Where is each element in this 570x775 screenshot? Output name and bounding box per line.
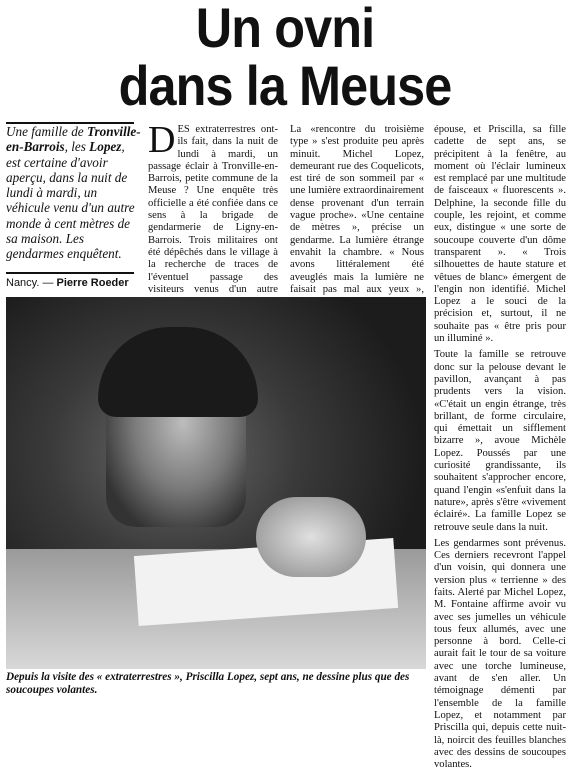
photo-girl-hair bbox=[98, 327, 258, 417]
chapeau-lead: Une famille de bbox=[6, 124, 87, 139]
article-photo bbox=[6, 297, 426, 669]
col3-paragraph-1: épouse, et Priscilla, sa fille cadette de sept ans, se précipitent à la fenêtre, au moment où l'éclair lumineux est remplacé par une multitude de faisceaux « fluorescents ». Delphine, la seconde fille du couple, les rejoint, et comme eux, distingue « une sorte de soucoupe couverte d'un dôme transparent ». « Trois silhouettes de haute stature et vêtues de blanc» émergent de l'engin non identifié. Michel Lopez a le souci de la précision et, surtout, il ne souhaite pas « être pris pour un illuminé ». bbox=[434, 124, 566, 345]
headline-line-2: dans la Meuse bbox=[118, 54, 452, 117]
chapeau-family: Lopez bbox=[89, 139, 122, 155]
drop-cap: D bbox=[148, 119, 176, 161]
headline bbox=[29, 0, 542, 118]
chapeau-mid: , les bbox=[64, 139, 90, 155]
article-column-2 bbox=[290, 124, 424, 325]
photo-hand bbox=[256, 497, 366, 577]
col3-paragraph-2: Toute la famille se retrouve donc sur la pelouse devant le pavillon, avançant à pas prudents vers la vision. «C'était un engin étrange, très brillant, de forme circulaire, qui émettait un sifflement bizarre », avoue Michèle Lopez. Poussés par une curiosité grandissante, ils souhaitent s'approcher encore, quand l'engin «s'enfuit dans la nature», après s'être «vivement éclairé». La famille Lopez se retrouve seule dans la nuit. bbox=[434, 349, 566, 533]
byline-author: Pierre Roeder bbox=[56, 277, 129, 289]
chapeau-bottom-rule bbox=[6, 272, 134, 274]
chapeau-rest: , est certaine d'avoir aperçu, dans la nuit de lundi à mardi, un véhicule venu d'un autre monde à cent mètres de sa maison. Les gendarmes enquêtent. bbox=[6, 139, 135, 262]
col3-paragraph-3: Les gendarmes sont prévenus. Ces derniers recevront l'appel d'un voisin, qui donnera une version plus « terrienne » des faits. Alerté par Michel Lopez, M. Fontaine affirme avoir vu avec ses jumelles un véhicule tous feux allumés, avec une personne à bord. Celle-ci aurait fait le tour de sa voiture avec une torche lumineuse, avant de s'en aller. Un témoignage démenti par l'ensemble de la famille Lopez, et notamment par Priscilla qui, depuis cette nuit-là, noircit des feuilles blanches avec des dessins de soucoupes volantes. bbox=[434, 537, 566, 771]
chapeau bbox=[6, 124, 141, 262]
chapeau-town: Tronville-en-Barrois bbox=[6, 124, 141, 155]
byline-place: Nancy. — bbox=[6, 277, 57, 289]
article-column-3 bbox=[434, 124, 566, 775]
photo-caption: Depuis la visite des « extraterrestres », Priscilla Lopez, sept ans, ne dessine plus que des soucoupes volantes. bbox=[6, 671, 410, 696]
col1-paragraph-1: ES extraterrestres ont-ils fait, dans la nuit de lundi à mardi, un passage éclair à Tronville-en-Barrois, petite commune de la Meuse ? Une enquête très officielle a été confiée dans ce sens à la brigade de gendarmerie de Ligny-en-Barrois. Trois militaires ont été dépêchés dans le village à la recherche de traces de l'éventuel passage des visiteurs venus d'un autre bbox=[148, 124, 278, 295]
headline-line-1: Un ovni bbox=[195, 0, 375, 59]
byline bbox=[6, 277, 141, 289]
article-column-1 bbox=[148, 119, 278, 325]
col2-paragraph-1: La «rencontre du troisième type » s'est produite peu après minuit. Michel Lopez, demeurant rue des Coquelicots, est tiré de son sommeil par « une lumière extraordinairement dense provenant d'un terrain vague proche». «Une centaine de mètres », précise un gendarme. La lumière étrange envahit la chambre. « Nous avons littéralement été aveuglés mais la lumière ne faisait pas mal aux yeux », bbox=[290, 124, 424, 295]
